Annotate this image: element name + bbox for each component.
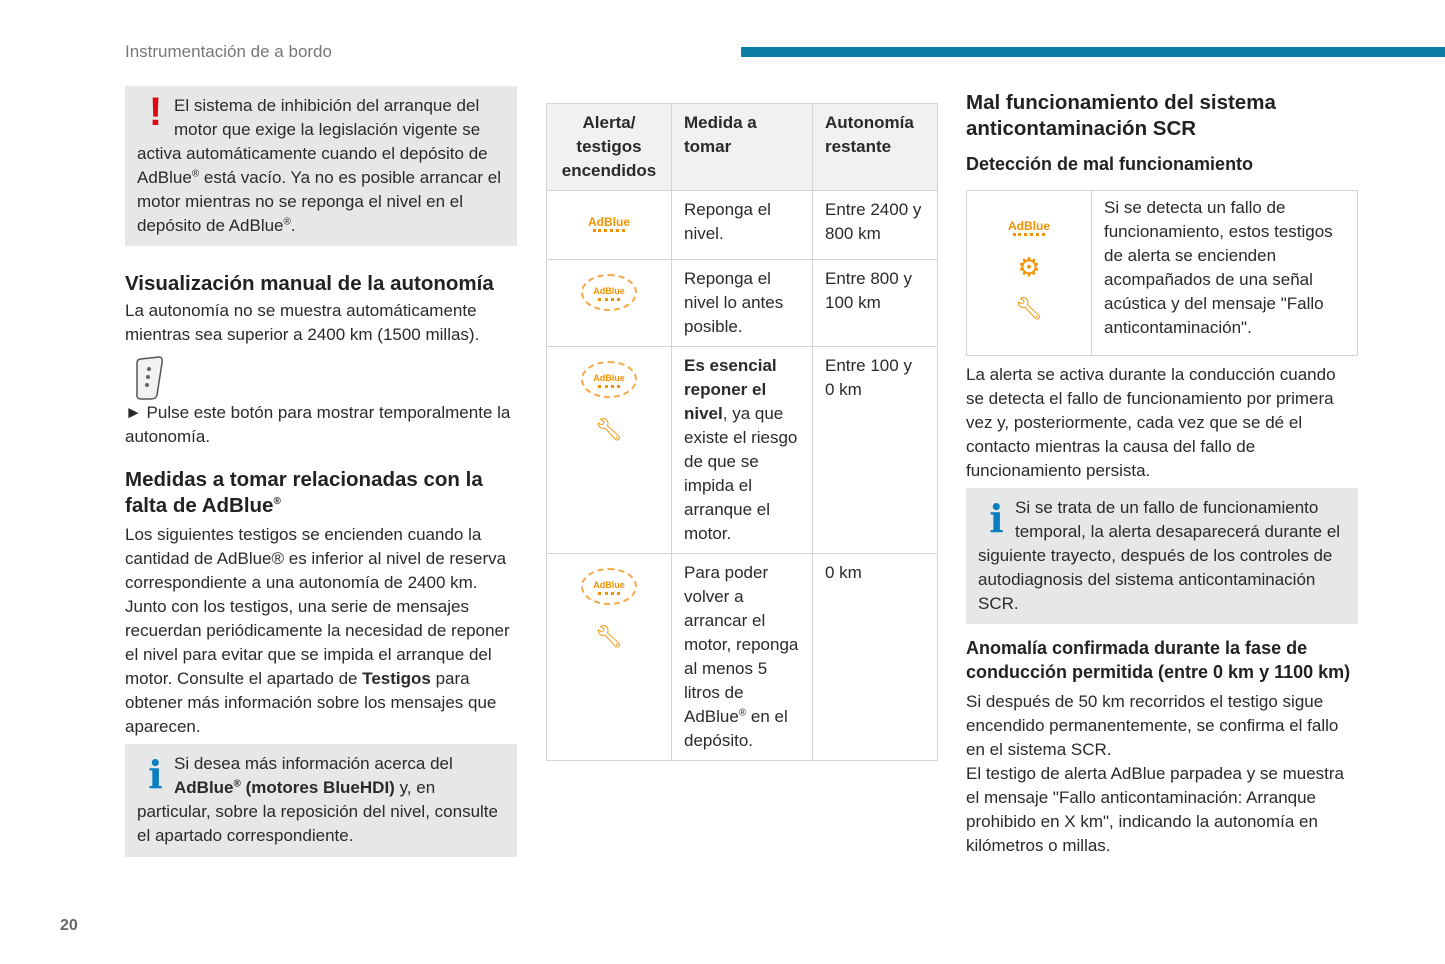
adblue-flashing-icon: AdBlue: [581, 361, 637, 398]
warning-icon: !: [148, 90, 163, 134]
action-cell: Reponga el nivel lo antes posible.: [672, 260, 813, 347]
info-icon: i: [989, 496, 1004, 541]
wrench-icon: 🔧︎: [1015, 296, 1043, 321]
adblue-icon: AdBlue: [588, 216, 630, 232]
info-box: [966, 488, 1358, 624]
column-header: Medida a tomar: [672, 104, 813, 191]
section-title: Instrumentación de a bordo: [125, 42, 332, 61]
heading-confirmed: Anomalía confirmada durante la fase de conducción permitida (entre 0 km y 1100 km): [966, 638, 1351, 682]
range-cell: Entre 100 y 0 km: [813, 347, 938, 554]
heading-manual: Visualización manual de la autonomía: [125, 272, 494, 295]
adblue-icon: AdBlue: [1008, 220, 1050, 236]
info-text: Si desea más información acerca del AdBlue® (motores BlueHDI) y, en particular, sobre la reposición del nivel, consulte el apartado correspondiente.: [137, 754, 498, 845]
table-row: [547, 260, 938, 347]
action-cell: Para poder volver a arrancar el motor, reponga al menos 5 litros de AdBlue® en el depósito.: [672, 554, 813, 761]
heading-detect: Detección de mal funcionamiento: [966, 154, 1254, 174]
adblue-flashing-icon: AdBlue: [581, 568, 637, 605]
action-cell: Reponga el nivel.: [672, 191, 813, 260]
table-row: [547, 191, 938, 260]
range-button-icon: [133, 355, 163, 399]
warning-table: [546, 103, 938, 761]
range-cell: 0 km: [813, 554, 938, 761]
wrench-icon: 🔧︎: [595, 624, 623, 649]
button-instruction: ► Pulse este botón para mostrar temporalmente la autonomía.: [125, 403, 511, 446]
wrench-icon: 🔧︎: [595, 417, 623, 442]
column-header: Alerta/ testigos encendidos: [547, 104, 672, 191]
confirmed-text-1: Si después de 50 km recorridos el testigo sigue encendido permanentemente, se confirma el fallo en el sistema SCR.: [966, 692, 1339, 759]
table-row: [547, 554, 938, 761]
detect-table: [966, 190, 1358, 356]
confirmed-text-2: El testigo de alerta AdBlue parpadea y se muestra el mensaje "Fallo anticontaminación: Arranque prohibido en X km", indicando la autonomía en kilómetros o millas.: [966, 764, 1345, 855]
alert-text: La alerta se activa durante la conducción cuando se detecta el fallo de funcionamiento por primera vez y, posteriormente, cada vez que se dé el contacto mientras la causa del fallo de funcionamiento persista.: [966, 365, 1336, 480]
right-column: [966, 90, 1358, 858]
info-icon: i: [148, 752, 163, 797]
header-bar: [741, 47, 1445, 57]
detect-cell: Si se detecta un fallo de funcionamiento, estos testigos de alerta se encienden acompañados de una señal acústica y del mensaje "Fallo anticontaminación".: [1104, 198, 1333, 337]
engine-icon: ⚙︎: [1017, 252, 1041, 282]
table-row: [547, 347, 938, 554]
manual-text: La autonomía no se muestra automáticamente mientras sea superior a 2400 km (1500 millas).: [125, 301, 480, 344]
page-number: 20: [60, 917, 78, 934]
info-text: Si se trata de un fallo de funcionamiento temporal, la alerta desaparecerá durante el siguiente trayecto, después de los controles de autodiagnosis del sistema anticontaminación SCR.: [978, 498, 1341, 613]
measures-text-1: Los siguientes testigos se encienden cuando la cantidad de AdBlue® es inferior al nivel de reserva correspondiente a una autonomía de 2400 km.: [125, 525, 507, 592]
table-header-row: [547, 104, 938, 191]
heading-measures: Medidas a tomar relacionadas con la falta de AdBlue®: [125, 468, 483, 517]
range-cell: Entre 800 y 100 km: [813, 260, 938, 347]
info-box: [125, 744, 517, 857]
measures-text-2: Junto con los testigos, una serie de mensajes recuerdan periódicamente la necesidad de reponer el nivel para evitar que se impida el arranque del motor. Consulte el apartado de Testigos para obtener más información sobre los mensajes que aparecen.: [125, 597, 510, 736]
adblue-flashing-icon: AdBlue: [581, 274, 637, 311]
warning-text: El sistema de inhibición del arranque del motor que exige la legislación vigente se activa automáticamente cuando el depósito de AdBlue® está vacío. Ya no es posible arrancar el motor mientras no se reponga el nivel en el depósito de AdBlue®.: [137, 96, 501, 235]
left-column: [125, 86, 517, 857]
warning-box: [125, 86, 517, 246]
action-cell: Es esencial reponer el nivel, ya que existe el riesgo de que se impida el arranque el motor.: [672, 347, 813, 554]
heading-fault: Mal funcionamiento del sistema anticontaminación SCR: [966, 91, 1276, 140]
icons-cell: [967, 191, 1092, 355]
range-cell: Entre 2400 y 800 km: [813, 191, 938, 260]
column-header: Autonomía restante: [813, 104, 938, 191]
